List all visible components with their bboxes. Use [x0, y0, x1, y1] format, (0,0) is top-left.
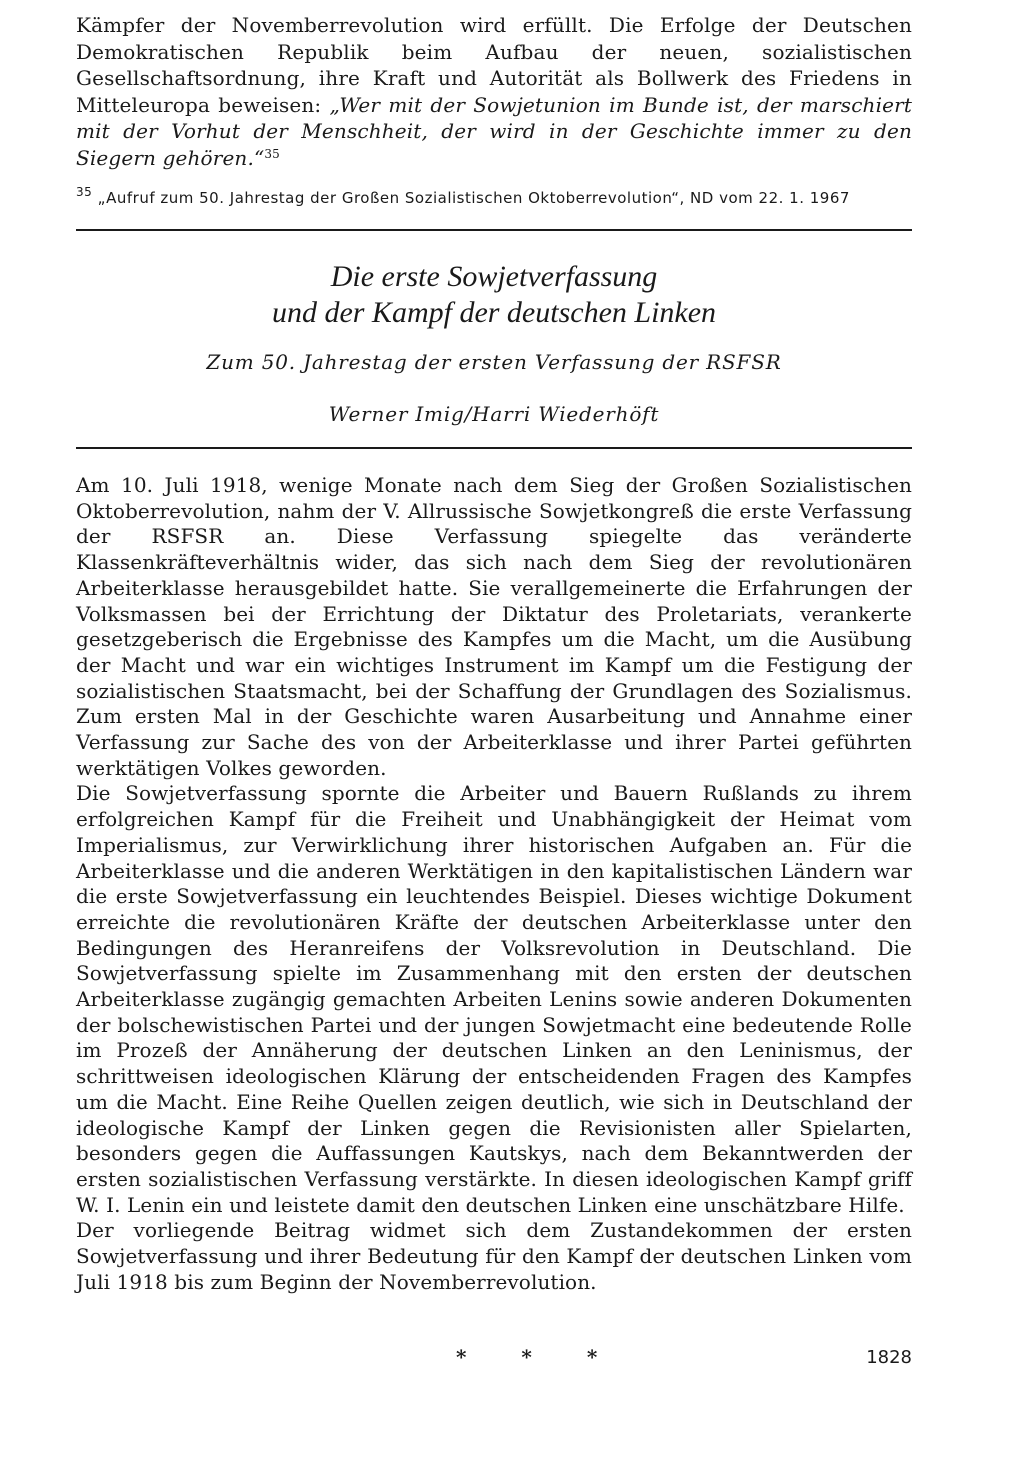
previous-section-paragraph — [76, 12, 912, 171]
article-subtitle: Zum 50. Jahrestag der ersten Verfassung der RSFSR — [206, 350, 782, 374]
article-header — [76, 231, 912, 427]
footnote-reference[interactable]: 35 — [264, 146, 280, 161]
article-authors: Werner Imig/Harri Wiederhöft — [328, 402, 660, 426]
previous-section-text: Kämpfer der Novemberrevolution wird erfüllt. Die Erfolge der Deutschen Demokratischen Republik beim Aufbau der neuen, sozialistischen Gesellschaftsordnung, ihre Kraft und Autorität als Bollwerk des Friedens in Mitteleuropa beweisen: — [76, 13, 912, 117]
article-title-line-2: und der Kampf der deutschen Linken — [271, 296, 717, 329]
article-title-line-1: Die erste Sowjetverfassung — [330, 260, 658, 293]
footnote — [76, 187, 912, 209]
section-divider-bottom — [76, 447, 912, 449]
body-paragraph-3: Der vorliegende Beitrag widmet sich dem Zustandekommen der ersten Sowjetverfassung und ihrer Bedeutung für den Kampf der deutschen Linken vom Juli 1918 bis zum Beginn der Novemberrevolution. — [76, 1218, 912, 1294]
body-paragraph-2: Die Sowjetverfassung spornte die Arbeiter und Bauern Rußlands zu ihrem erfolgreichen Kampf für die Freiheit und Unabhängigkeit der Heimat vom Imperialismus, zur Verwirklichung ihrer historischen Aufgaben an. Für die Arbeiterklasse und die anderen Werktätigen in den kapitalistischen Ländern war die erste Sowjetverfassung ein leuchtendes Beispiel. Dieses wichtige Dokument erreichte die revolutionären Kräfte der deutschen Arbeiterklasse unter den Bedingungen des Heranreifens der Volksrevolution in Deutschland. Die Sowjetverfassung spielte im Zusammenhang mit den ersten der deutschen Arbeiterklasse zugängig gemachten Arbeiten Lenins sowie anderen Dokumenten der bolschewistischen Partei und der jungen Sowjetmacht eine bedeutende Rolle im Prozeß der Annäherung der deutschen Linken an den Leninismus, der schrittweisen ideologischen Klärung der entscheidenden Fragen des Kampfes um die Macht. Eine Reihe Quellen zeigen deutlich, wie sich in Deutschland der ideologische Kampf der Linken gegen die Revisionisten aller Spielarten, besonders gegen die Auffassungen Kautskys, nach dem Bekanntwerden der ersten sozialistischen Verfassung verstärkte. In diesen ideologischen Kampf griff W. I. Lenin ein und leistete damit den deutschen Linken eine unschätzbare Hilfe. — [76, 781, 912, 1217]
footnote-number: 35 — [76, 185, 93, 199]
article-title — [76, 259, 912, 331]
page-number: 1828 — [866, 1347, 912, 1368]
page-footer — [76, 1345, 912, 1375]
body-paragraph-1: Am 10. Juli 1918, wenige Monate nach dem Sieg der Großen Sozialistischen Oktoberrevolution, nahm der V. Allrussische Sowjetkongreß die erste Verfassung der RSFSR an. Diese Verfassung spiegelte das veränderte Klassenkräfteverhältnis wider, das sich nach dem Sieg der revolutionären Arbeiterklasse herausgebildet hatte. Sie verallgemeinerte die Erfahrungen der Volksmassen bei der Errichtung der Diktatur des Proletariats, verankerte gesetzgeberisch die Ergebnisse des Kampfes um die Macht, um die Ausübung der Macht und war ein wichtiges Instrument im Kampf um die Festigung der sozialistischen Staatsmacht, bei der Schaffung der Grundlagen des Sozialismus. Zum ersten Mal in der Geschichte waren Ausarbeitung und Annahme einer Verfassung zur Sache des von der Arbeiterklasse und ihrer Partei geführten werktätigen Volkes geworden. — [76, 473, 912, 780]
footnote-text: „Aufruf zum 50. Jahrestag der Großen Sozialistischen Oktoberrevolution“, ND vom 22. 1. 1967 — [97, 189, 850, 207]
article-body — [76, 473, 912, 1296]
section-separator-stars: * * * — [456, 1345, 622, 1369]
lenin-quote: „Wer mit der Sowjetunion im Bunde ist, der marschiert mit der Vorhut der Menschheit, der wird in der Geschichte immer zu den Siegern gehören.“ — [76, 92, 913, 170]
document-page — [76, 12, 912, 1296]
